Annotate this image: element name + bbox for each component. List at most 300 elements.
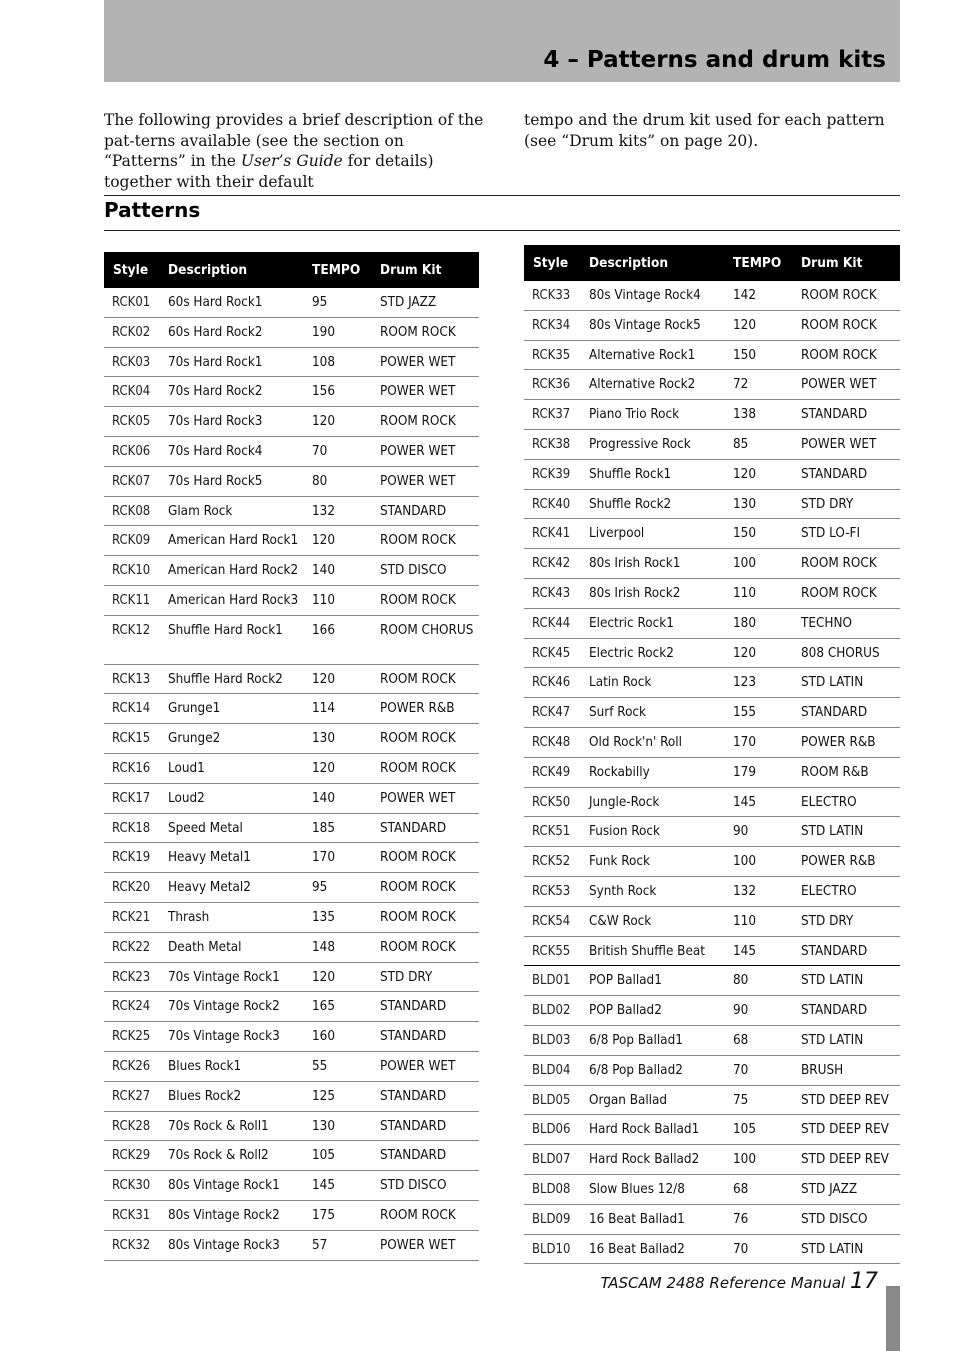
tempo-cell: 120 (724, 310, 792, 340)
description-cell: Electric Rock1 (580, 608, 724, 638)
description-cell: Hard Rock Ballad2 (580, 1145, 724, 1175)
description-cell: 6/8 Pop Ballad2 (580, 1055, 724, 1085)
drum-kit-cell: ROOM ROCK (792, 281, 900, 310)
table-row (524, 936, 900, 966)
drum-kit-cell: TECHNO (792, 608, 900, 638)
tempo-cell: 110 (303, 585, 371, 615)
description-cell: Piano Trio Rock (580, 400, 724, 430)
style-cell: RCK36 (524, 370, 580, 400)
tempo-cell: 55 (303, 1051, 371, 1081)
section-rule-bottom (104, 230, 900, 231)
table-row (524, 400, 900, 430)
tempo-cell: 90 (724, 996, 792, 1026)
drum-kit-cell: STANDARD (371, 813, 479, 843)
table-row (104, 556, 479, 586)
style-cell: RCK20 (104, 873, 159, 903)
description-cell: Shuffle Hard Rock2 (159, 664, 303, 694)
tempo-cell: 95 (303, 873, 371, 903)
manual-title: TASCAM 2488 Reference Manual (600, 1274, 846, 1292)
drum-kit-cell: STANDARD (792, 936, 900, 966)
table-row (104, 902, 479, 932)
description-cell: Thrash (159, 902, 303, 932)
description-cell: 70s Rock & Roll1 (159, 1111, 303, 1141)
style-cell: RCK29 (104, 1141, 159, 1171)
tempo-cell: 135 (303, 902, 371, 932)
tempo-cell: 108 (303, 347, 371, 377)
style-cell: RCK14 (104, 694, 159, 724)
table-row (524, 906, 900, 936)
drum-kit-cell: POWER WET (371, 466, 479, 496)
tempo-cell: 166 (303, 615, 371, 664)
tempo-cell: 90 (724, 817, 792, 847)
table-row (104, 526, 479, 556)
tempo-cell: 145 (303, 1171, 371, 1201)
patterns-table-left-body (104, 288, 479, 1260)
description-cell: American Hard Rock3 (159, 585, 303, 615)
table-row (104, 1141, 479, 1171)
table-row (104, 843, 479, 873)
drum-kit-cell: STANDARD (371, 992, 479, 1022)
patterns-table-right-body (524, 281, 900, 1264)
patterns-table-left (104, 252, 479, 1261)
table-row (524, 459, 900, 489)
drum-kit-cell: ROOM ROCK (371, 902, 479, 932)
table-row (524, 519, 900, 549)
description-cell: Organ Ballad (580, 1085, 724, 1115)
table-row (524, 429, 900, 459)
style-cell: RCK46 (524, 668, 580, 698)
table-row (524, 310, 900, 340)
table-row (104, 317, 479, 347)
tempo-cell: 95 (303, 288, 371, 317)
table-row (524, 1234, 900, 1264)
tempo-cell: 75 (724, 1085, 792, 1115)
description-cell: Surf Rock (580, 698, 724, 728)
description-cell: Blues Rock1 (159, 1051, 303, 1081)
description-cell: Shuffle Rock1 (580, 459, 724, 489)
table-row (104, 783, 479, 813)
tempo-cell: 160 (303, 1022, 371, 1052)
style-cell: RCK24 (104, 992, 159, 1022)
style-cell: RCK03 (104, 347, 159, 377)
style-cell: RCK45 (524, 638, 580, 668)
description-cell: 80s Vintage Rock1 (159, 1171, 303, 1201)
description-cell: 16 Beat Ballad1 (580, 1204, 724, 1234)
table-row (104, 496, 479, 526)
description-cell: Grunge1 (159, 694, 303, 724)
table-row (524, 1204, 900, 1234)
drum-kit-cell: STD DRY (792, 489, 900, 519)
style-cell: BLD03 (524, 1025, 580, 1055)
patterns-table-right (524, 245, 900, 1264)
table-row (524, 1145, 900, 1175)
drum-kit-cell: STD DISCO (371, 556, 479, 586)
style-cell: RCK51 (524, 817, 580, 847)
tempo-cell: 138 (724, 400, 792, 430)
description-cell: Alternative Rock1 (580, 340, 724, 370)
drum-kit-cell: POWER R&B (371, 694, 479, 724)
page-thumb-tab (886, 1286, 900, 1351)
drum-kit-cell: ROOM ROCK (371, 1200, 479, 1230)
drum-kit-cell: STD LATIN (792, 966, 900, 996)
column-header-tempo: TEMPO (724, 245, 792, 281)
style-cell: BLD01 (524, 966, 580, 996)
style-cell: BLD09 (524, 1204, 580, 1234)
drum-kit-cell: BRUSH (792, 1055, 900, 1085)
tempo-cell: 132 (724, 876, 792, 906)
chapter-header-bar (104, 0, 900, 82)
tempo-cell: 105 (724, 1115, 792, 1145)
tempo-cell: 123 (724, 668, 792, 698)
page-number: 17 (850, 1269, 878, 1294)
table-row (524, 787, 900, 817)
description-cell: Electric Rock2 (580, 638, 724, 668)
description-cell: 6/8 Pop Ballad1 (580, 1025, 724, 1055)
description-cell: Shuffle Rock2 (580, 489, 724, 519)
tempo-cell: 156 (303, 377, 371, 407)
tempo-cell: 120 (303, 664, 371, 694)
style-cell: RCK28 (104, 1111, 159, 1141)
drum-kit-cell: ROOM ROCK (792, 340, 900, 370)
drum-kit-cell: POWER WET (371, 377, 479, 407)
style-cell: RCK38 (524, 429, 580, 459)
drum-kit-cell: ROOM ROCK (792, 578, 900, 608)
description-cell: Glam Rock (159, 496, 303, 526)
description-cell: 80s Irish Rock2 (580, 578, 724, 608)
drum-kit-cell: STANDARD (371, 1022, 479, 1052)
description-cell: 80s Vintage Rock5 (580, 310, 724, 340)
drum-kit-cell: ROOM CHORUS (371, 615, 479, 664)
table-row (104, 1022, 479, 1052)
drum-kit-cell: STANDARD (792, 459, 900, 489)
table-row (524, 281, 900, 310)
tempo-cell: 80 (724, 966, 792, 996)
tempo-cell: 105 (303, 1141, 371, 1171)
intro-text-2: for details) together with their default (104, 152, 434, 191)
table-row (104, 753, 479, 783)
style-cell: BLD02 (524, 996, 580, 1026)
style-cell: RCK27 (104, 1081, 159, 1111)
drum-kit-cell: POWER WET (371, 783, 479, 813)
description-cell: Old Rock'n' Roll (580, 727, 724, 757)
style-cell: RCK12 (104, 615, 159, 664)
drum-kit-cell: STD LATIN (792, 1234, 900, 1264)
drum-kit-cell: STANDARD (792, 996, 900, 1026)
table-row (104, 1081, 479, 1111)
table-row (524, 698, 900, 728)
tempo-cell: 85 (724, 429, 792, 459)
section-title: Patterns (104, 198, 201, 222)
style-cell: RCK49 (524, 757, 580, 787)
description-cell: 70s Hard Rock4 (159, 436, 303, 466)
drum-kit-cell: STD LATIN (792, 668, 900, 698)
description-cell: Latin Rock (580, 668, 724, 698)
description-cell: 80s Vintage Rock4 (580, 281, 724, 310)
column-header-tempo: TEMPO (303, 252, 371, 288)
tempo-cell: 150 (724, 519, 792, 549)
drum-kit-cell: STD DEEP REV (792, 1085, 900, 1115)
description-cell: Progressive Rock (580, 429, 724, 459)
table-row (104, 962, 479, 992)
table-row (104, 932, 479, 962)
description-cell: Funk Rock (580, 847, 724, 877)
drum-kit-cell: STD DRY (792, 906, 900, 936)
style-cell: RCK26 (104, 1051, 159, 1081)
drum-kit-cell: ROOM ROCK (371, 526, 479, 556)
style-cell: RCK54 (524, 906, 580, 936)
style-cell: RCK07 (104, 466, 159, 496)
description-cell: 80s Irish Rock1 (580, 549, 724, 579)
drum-kit-cell: ROOM ROCK (371, 753, 479, 783)
table-row (104, 466, 479, 496)
style-cell: RCK37 (524, 400, 580, 430)
drum-kit-cell: STD DISCO (792, 1204, 900, 1234)
table-row (104, 664, 479, 694)
tempo-cell: 110 (724, 906, 792, 936)
drum-kit-cell: ROOM ROCK (371, 932, 479, 962)
table-row (104, 992, 479, 1022)
description-cell: Alternative Rock2 (580, 370, 724, 400)
tempo-cell: 170 (724, 727, 792, 757)
table-row (524, 638, 900, 668)
drum-kit-cell: STANDARD (371, 1111, 479, 1141)
description-cell: British Shuffle Beat (580, 936, 724, 966)
description-cell: 70s Hard Rock3 (159, 407, 303, 437)
table-row (104, 407, 479, 437)
drum-kit-cell: ROOM ROCK (371, 664, 479, 694)
table-row (524, 1085, 900, 1115)
drum-kit-cell: STD DEEP REV (792, 1115, 900, 1145)
table-row (524, 578, 900, 608)
table-row (104, 873, 479, 903)
description-cell: 60s Hard Rock1 (159, 288, 303, 317)
tempo-cell: 68 (724, 1174, 792, 1204)
style-cell: BLD06 (524, 1115, 580, 1145)
tempo-cell: 125 (303, 1081, 371, 1111)
description-cell: POP Ballad1 (580, 966, 724, 996)
tempo-cell: 179 (724, 757, 792, 787)
style-cell: BLD05 (524, 1085, 580, 1115)
style-cell: RCK43 (524, 578, 580, 608)
tempo-cell: 120 (303, 962, 371, 992)
drum-kit-cell: POWER WET (371, 436, 479, 466)
drum-kit-cell: STD LATIN (792, 817, 900, 847)
chapter-title: 4 – Patterns and drum kits (543, 47, 886, 73)
intro-text-1: The following provides a brief description of the pat-terns available (see the section on “Patterns” in the (104, 111, 484, 170)
description-cell: Speed Metal (159, 813, 303, 843)
drum-kit-cell: ROOM ROCK (792, 549, 900, 579)
tempo-cell: 130 (303, 1111, 371, 1141)
style-cell: RCK08 (104, 496, 159, 526)
style-cell: RCK22 (104, 932, 159, 962)
tempo-cell: 70 (724, 1234, 792, 1264)
table-row (524, 1115, 900, 1145)
tempo-cell: 114 (303, 694, 371, 724)
drum-kit-cell: ROOM ROCK (792, 310, 900, 340)
tempo-cell: 145 (724, 787, 792, 817)
tempo-cell: 148 (303, 932, 371, 962)
description-cell: Heavy Metal2 (159, 873, 303, 903)
description-cell: 70s Rock & Roll2 (159, 1141, 303, 1171)
drum-kit-cell: STANDARD (792, 698, 900, 728)
tempo-cell: 185 (303, 813, 371, 843)
table-row (524, 1174, 900, 1204)
description-cell: Fusion Rock (580, 817, 724, 847)
drum-kit-cell: STD JAZZ (371, 288, 479, 317)
tempo-cell: 70 (303, 436, 371, 466)
tempo-cell: 180 (724, 608, 792, 638)
description-cell: Shuffle Hard Rock1 (159, 615, 303, 664)
description-cell: 60s Hard Rock2 (159, 317, 303, 347)
style-cell: RCK21 (104, 902, 159, 932)
style-cell: BLD04 (524, 1055, 580, 1085)
style-cell: RCK42 (524, 549, 580, 579)
description-cell: 70s Hard Rock5 (159, 466, 303, 496)
table-row (524, 757, 900, 787)
description-cell: 70s Vintage Rock3 (159, 1022, 303, 1052)
style-cell: RCK18 (104, 813, 159, 843)
description-cell: Synth Rock (580, 876, 724, 906)
table-row (524, 1025, 900, 1055)
column-header-description: Description (159, 252, 303, 288)
tempo-cell: 145 (724, 936, 792, 966)
intro-paragraph-right: tempo and the drum kit used for each pattern (see “Drum kits” on page 20). (524, 111, 885, 150)
drum-kit-cell: ROOM ROCK (371, 873, 479, 903)
drum-kit-cell: STANDARD (792, 400, 900, 430)
description-cell: 70s Vintage Rock2 (159, 992, 303, 1022)
style-cell: RCK33 (524, 281, 580, 310)
section-rule-top (104, 195, 900, 196)
drum-kit-cell: STD DRY (371, 962, 479, 992)
tempo-cell: 140 (303, 783, 371, 813)
style-cell: RCK13 (104, 664, 159, 694)
description-cell: American Hard Rock1 (159, 526, 303, 556)
description-cell: 16 Beat Ballad2 (580, 1234, 724, 1264)
style-cell: RCK55 (524, 936, 580, 966)
description-cell: Liverpool (580, 519, 724, 549)
description-cell: Death Metal (159, 932, 303, 962)
table-row (524, 727, 900, 757)
description-cell: 80s Vintage Rock3 (159, 1230, 303, 1260)
table-row (524, 876, 900, 906)
tempo-cell: 175 (303, 1200, 371, 1230)
style-cell: BLD08 (524, 1174, 580, 1204)
style-cell: RCK23 (104, 962, 159, 992)
drum-kit-cell: ROOM ROCK (371, 317, 479, 347)
table-row (524, 549, 900, 579)
style-cell: RCK05 (104, 407, 159, 437)
drum-kit-cell: ELECTRO (792, 876, 900, 906)
style-cell: RCK17 (104, 783, 159, 813)
tempo-cell: 80 (303, 466, 371, 496)
drum-kit-cell: STD DISCO (371, 1171, 479, 1201)
column-header-description: Description (580, 245, 724, 281)
tempo-cell: 68 (724, 1025, 792, 1055)
drum-kit-cell: POWER R&B (792, 847, 900, 877)
tempo-cell: 142 (724, 281, 792, 310)
column-header-drum-kit: Drum Kit (792, 245, 900, 281)
column-header-drum-kit: Drum Kit (371, 252, 479, 288)
description-cell: Loud2 (159, 783, 303, 813)
description-cell: Jungle-Rock (580, 787, 724, 817)
table-row (524, 489, 900, 519)
drum-kit-cell: STANDARD (371, 1081, 479, 1111)
style-cell: RCK10 (104, 556, 159, 586)
style-cell: RCK39 (524, 459, 580, 489)
table-row (524, 340, 900, 370)
description-cell: 70s Hard Rock1 (159, 347, 303, 377)
tempo-cell: 120 (303, 407, 371, 437)
tempo-cell: 190 (303, 317, 371, 347)
description-cell: Hard Rock Ballad1 (580, 1115, 724, 1145)
style-cell: RCK25 (104, 1022, 159, 1052)
style-cell: RCK52 (524, 847, 580, 877)
style-cell: RCK44 (524, 608, 580, 638)
table-row (104, 377, 479, 407)
tempo-cell: 130 (303, 724, 371, 754)
style-cell: RCK41 (524, 519, 580, 549)
tempo-cell: 100 (724, 549, 792, 579)
table-row (524, 996, 900, 1026)
tempo-cell: 155 (724, 698, 792, 728)
drum-kit-cell: STD LATIN (792, 1025, 900, 1055)
table-row (104, 615, 479, 664)
style-cell: RCK48 (524, 727, 580, 757)
style-cell: BLD10 (524, 1234, 580, 1264)
style-cell: BLD07 (524, 1145, 580, 1175)
tempo-cell: 120 (724, 638, 792, 668)
description-cell: 70s Hard Rock2 (159, 377, 303, 407)
table-header-row (104, 252, 479, 288)
tempo-cell: 100 (724, 1145, 792, 1175)
description-cell: Blues Rock2 (159, 1081, 303, 1111)
drum-kit-cell: ROOM ROCK (371, 407, 479, 437)
style-cell: RCK04 (104, 377, 159, 407)
drum-kit-cell: STANDARD (371, 496, 479, 526)
description-cell: 70s Vintage Rock1 (159, 962, 303, 992)
table-row (104, 585, 479, 615)
drum-kit-cell: STD DEEP REV (792, 1145, 900, 1175)
description-cell: Rockabilly (580, 757, 724, 787)
description-cell: 80s Vintage Rock2 (159, 1200, 303, 1230)
description-cell: Grunge2 (159, 724, 303, 754)
drum-kit-cell: 808 CHORUS (792, 638, 900, 668)
table-row (104, 1171, 479, 1201)
drum-kit-cell: ROOM ROCK (371, 585, 479, 615)
drum-kit-cell: POWER WET (371, 347, 479, 377)
style-cell: RCK02 (104, 317, 159, 347)
table-row (524, 370, 900, 400)
table-header-row (524, 245, 900, 281)
tempo-cell: 130 (724, 489, 792, 519)
tempo-cell: 70 (724, 1055, 792, 1085)
style-cell: RCK35 (524, 340, 580, 370)
style-cell: RCK34 (524, 310, 580, 340)
description-cell: C&W Rock (580, 906, 724, 936)
tempo-cell: 72 (724, 370, 792, 400)
drum-kit-cell: POWER WET (792, 429, 900, 459)
style-cell: RCK31 (104, 1200, 159, 1230)
column-header-style: Style (524, 245, 580, 281)
drum-kit-cell: POWER R&B (792, 727, 900, 757)
style-cell: RCK06 (104, 436, 159, 466)
table-row (104, 1111, 479, 1141)
tempo-cell: 150 (724, 340, 792, 370)
style-cell: RCK53 (524, 876, 580, 906)
table-row (104, 436, 479, 466)
table-row (104, 813, 479, 843)
table-row (104, 1230, 479, 1260)
